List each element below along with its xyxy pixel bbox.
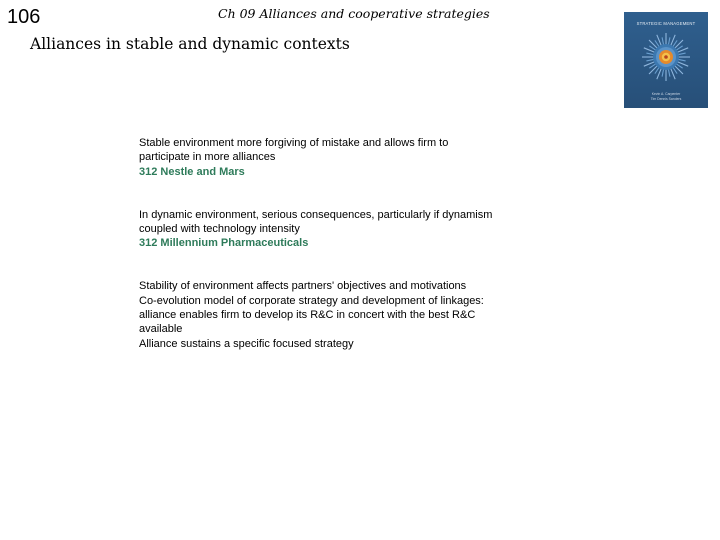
body-line: Alliance sustains a specific focused strategy: [139, 337, 354, 350]
body-line: Co-evolution model of corporate strategy and development of linkages:: [139, 294, 484, 307]
body-line: coupled with technology intensity: [139, 223, 300, 236]
body-line: Stability of environment affects partners' objectives and motivations: [139, 280, 467, 293]
chapter-title: Ch 09 Alliances and cooperative strategies: [218, 6, 490, 21]
case-reference: 312 Nestle and Mars: [139, 165, 245, 178]
body-line: available: [139, 323, 183, 336]
body-line: In dynamic environment, serious consequences, particularly if dynamism: [139, 208, 493, 221]
body-line: participate in more alliances: [139, 151, 276, 164]
book-cover-authors: [624, 92, 708, 101]
book-cover-author: Kevin A. Carpenter: [651, 92, 681, 96]
body-line: alliance enables firm to develop its R&C in concert with the best R&C: [139, 309, 476, 322]
book-cover-author: Tim Dennis Sanders: [650, 96, 682, 101]
content-block: [139, 279, 559, 351]
content-block: [139, 208, 559, 251]
body-line: Stable environment more forgiving of mistake and allows firm to: [139, 137, 449, 149]
slide-content: [139, 136, 559, 351]
case-reference: 312 Millennium Pharmaceuticals: [139, 237, 309, 250]
sunburst-emblem-icon: [641, 32, 691, 82]
book-cover: [624, 12, 708, 108]
book-cover-title: STRATEGIC MANAGEMENT: [636, 21, 696, 26]
slide-number: 106: [7, 6, 41, 28]
content-block: [139, 136, 559, 179]
slide-title: Alliances in stable and dynamic contexts: [30, 35, 350, 53]
